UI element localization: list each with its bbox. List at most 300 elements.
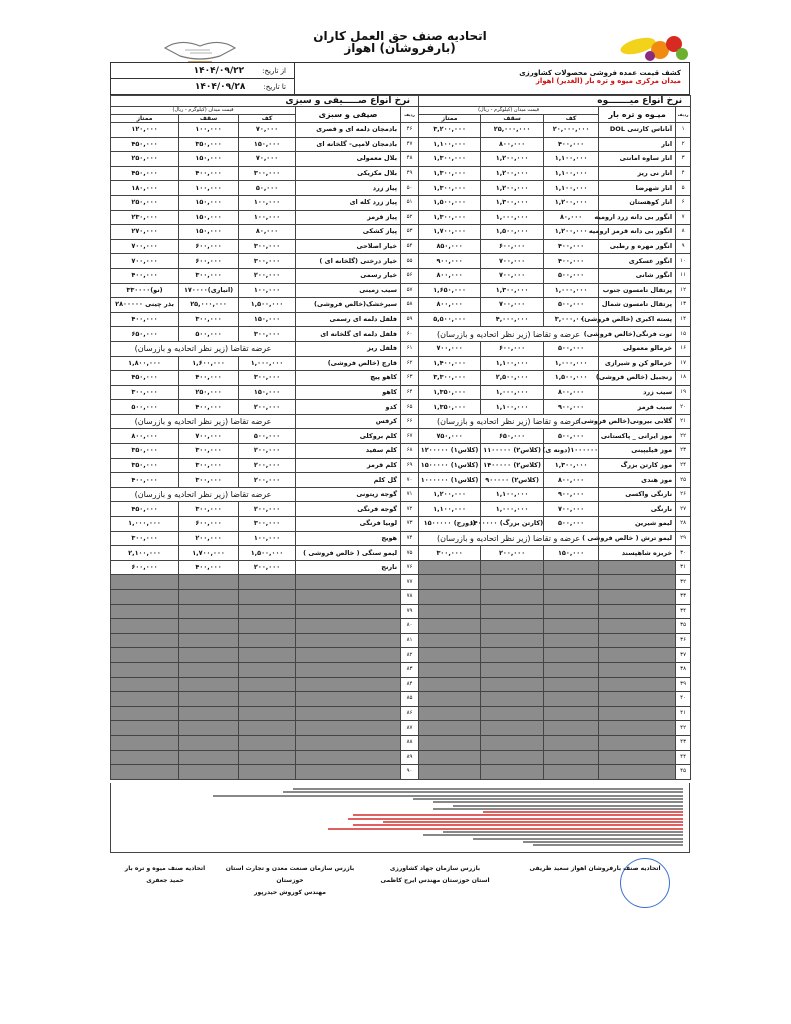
- veg-premium-price: ۵۰۰,۰۰۰: [111, 400, 179, 415]
- fruit-row-header: ردیف: [676, 107, 691, 123]
- veg-row-number: ۸۲: [401, 648, 419, 663]
- fruit-row-number: ۳۵: [676, 619, 691, 634]
- veg-max-price: ۶۰۰,۰۰۰: [179, 239, 239, 254]
- veg-empty-price: [239, 662, 296, 677]
- veg-empty-price: [179, 706, 239, 721]
- veg-min-price: ۳۰۰,۰۰۰: [239, 254, 296, 269]
- fruit-min-price: ۴۰۰,۰۰۰: [544, 239, 599, 254]
- veg-min-price: ۵۰,۰۰۰: [239, 181, 296, 196]
- fruit-premium-price: ۱,۳۰۰,۰۰۰: [419, 152, 481, 167]
- fruit-item-name: سیب زرد: [599, 385, 676, 400]
- veg-max-price: ۱۰۰,۰۰۰: [179, 123, 239, 138]
- fruit-empty-price: [481, 633, 544, 648]
- veg-row-number: ۶۱: [401, 341, 419, 356]
- veg-item-name: سیب زمینی: [296, 283, 401, 298]
- fruit-empty-price: [481, 692, 544, 707]
- veg-empty-price: [111, 765, 179, 780]
- fruit-empty-price: [544, 706, 599, 721]
- signature-line1: بازرس سازمان جهاد کشاورزی: [389, 865, 481, 872]
- veg-item-name: کدو: [296, 400, 401, 415]
- fruit-item-name: موز کارتن بزرگ: [599, 458, 676, 473]
- fruit-empty-name: [599, 677, 676, 692]
- fruit-premium-price: ۱,۶۵۰,۰۰۰: [419, 283, 481, 298]
- fruit-row-number: ۷: [676, 210, 691, 225]
- fruit-empty-price: [419, 662, 481, 677]
- fruit-max-price: ۱,۳۰۰,۰۰۰: [481, 195, 544, 210]
- veg-min-price: ۱۰۰,۰۰۰: [239, 283, 296, 298]
- fruit-min-price: ۲۰,۰۰۰,۰۰۰: [544, 123, 599, 138]
- fruit-row-number: ۳۰: [676, 546, 691, 561]
- fruit-row-number: ۲۵: [676, 473, 691, 488]
- veg-row-number: ۷۳: [401, 517, 419, 532]
- veg-min-price: ۲۰۰,۰۰۰: [239, 473, 296, 488]
- veg-row-number: ۵۱: [401, 195, 419, 210]
- fruit-item-name: لیمو ترش ( خالص فروشی ): [599, 531, 676, 546]
- veg-max-price: ۳۰۰,۰۰۰: [179, 502, 239, 517]
- table-row: [111, 268, 691, 283]
- veg-min-price: ۱۰۰,۰۰۰: [239, 210, 296, 225]
- fruit-row-number: ۹: [676, 239, 691, 254]
- veg-max-price: ۱,۷۰۰,۰۰۰: [179, 546, 239, 561]
- fruit-min-price: ۱,۱۰۰,۰۰۰: [544, 152, 599, 167]
- fruit-min-price: ۳,۰۰۰,۰۰۰: [544, 312, 599, 327]
- fruit-empty-price: [481, 604, 544, 619]
- veg-premium-price: ۲۵۰,۰۰۰: [111, 195, 179, 210]
- veg-item-name: کلم بروکلی: [296, 429, 401, 444]
- note-line: [383, 821, 683, 823]
- veg-row-number: ۷۶: [401, 560, 419, 575]
- table-row: [111, 517, 691, 532]
- note-line: [353, 824, 683, 826]
- fruit-empty-price: [544, 560, 599, 575]
- veg-empty-price: [111, 750, 179, 765]
- fruit-premium-price: ۱,۳۵۰,۰۰۰: [419, 400, 481, 415]
- market-name: میدان مرکزی میوه و تره بار (الغدیر) اهواز: [535, 77, 681, 85]
- fruit-min-price: ۸۰,۰۰۰: [544, 210, 599, 225]
- veg-premium-price: ۶۰۰,۰۰۰: [111, 560, 179, 575]
- fruit-row-number: ۳۸: [676, 662, 691, 677]
- veg-row-number: ۹۰: [401, 765, 419, 780]
- table-row: [111, 487, 691, 502]
- veg-empty-price: [239, 677, 296, 692]
- veg-empty-name: [296, 706, 401, 721]
- fruit-empty-price: [481, 575, 544, 590]
- fruit-row-number: ۳: [676, 152, 691, 167]
- note-line: [283, 791, 683, 793]
- table-row: [111, 195, 691, 210]
- veg-max-price: ۳۵۰,۰۰۰: [179, 137, 239, 152]
- veg-empty-price: [179, 721, 239, 736]
- fruit-premium-price: ۱,۱۰۰,۰۰۰: [419, 502, 481, 517]
- veg-min-price: ۱۵۰,۰۰۰: [239, 385, 296, 400]
- veg-empty-price: [179, 692, 239, 707]
- veg-supply-demand-note: عرضه تقاضا (زیر نظر اتحادیه و بازرسان): [111, 414, 296, 429]
- veg-premium-price: ۲۵۰,۰۰۰: [111, 152, 179, 167]
- veg-premium-price: ۳۰۰,۰۰۰: [111, 385, 179, 400]
- table-row: [111, 166, 691, 181]
- veg-empty-price: [111, 604, 179, 619]
- veg-row-number: ۸۱: [401, 633, 419, 648]
- fruit-max-price: (کارتن بزرگ) ۱۴۰۰۰۰۰: [481, 517, 544, 532]
- fruit-empty-name: [599, 560, 676, 575]
- veg-row-number: ۶۷: [401, 429, 419, 444]
- fruit-min-price: ۷۰۰,۰۰۰: [544, 502, 599, 517]
- fruit-max-price: ۱,۰۰۰,۰۰۰: [481, 210, 544, 225]
- fruit-max-price: (کلاس۲) ۱۴۰۰۰۰۰: [481, 458, 544, 473]
- fruit-empty-price: [544, 619, 599, 634]
- signature-block: [220, 863, 360, 899]
- fruit-min-price: ۵۰۰,۰۰۰: [544, 517, 599, 532]
- fruit-min-price: ۱,۵۰۰,۰۰۰: [544, 371, 599, 386]
- fruit-max-price: ۲۰۰,۰۰۰: [481, 546, 544, 561]
- fruit-max-price: ۱,۱۰۰,۰۰۰: [481, 487, 544, 502]
- veg-item-name: گوجه فرنگی: [296, 502, 401, 517]
- fruit-empty-price: [544, 604, 599, 619]
- fruit-item-name: انار: [599, 137, 676, 152]
- fruit-row-number: ۲۳: [676, 444, 691, 459]
- veg-premium-price: (نو)۳۳۰۰۰۰: [111, 283, 179, 298]
- veg-max-price: (انباری)۱۷۰۰۰۰: [179, 283, 239, 298]
- veg-empty-name: [296, 735, 401, 750]
- fruit-empty-price: [419, 706, 481, 721]
- fruit-item-name: گلابی بیرونی(خالص فروشی): [599, 414, 676, 429]
- fruit-item-name: انار نی ریز: [599, 166, 676, 181]
- note-line: [213, 795, 683, 797]
- veg-premium-price: ۷۰۰,۰۰۰: [111, 239, 179, 254]
- notes-box: [110, 783, 690, 853]
- note-line: [328, 828, 683, 830]
- veg-min-price: ۳۰۰,۰۰۰: [239, 239, 296, 254]
- fruit-max-price: ۱,۱۰۰,۰۰۰: [481, 356, 544, 371]
- veg-empty-price: [239, 604, 296, 619]
- fruit-row-number: ۱۰: [676, 254, 691, 269]
- signature-line1: اتحادیه صنف بارفروشان اهواز سعید ظریفی: [529, 865, 661, 872]
- fruit-empty-name: [599, 590, 676, 605]
- veg-row-number: ۵۷: [401, 283, 419, 298]
- veg-min-price: ۲۰۰,۰۰۰: [239, 502, 296, 517]
- fruit-row-number: ۸: [676, 225, 691, 240]
- fruit-empty-price: [419, 648, 481, 663]
- table-row: [111, 254, 691, 269]
- veg-empty-price: [111, 633, 179, 648]
- fruit-row-number: ۳۳: [676, 590, 691, 605]
- fruit-row-number: ۱۵: [676, 327, 691, 342]
- table-row: [111, 473, 691, 488]
- fruit-row-number: ۱۶: [676, 341, 691, 356]
- fruit-row-number: ۲۴: [676, 458, 691, 473]
- veg-min-price: ۳۰۰,۰۰۰: [239, 166, 296, 181]
- fruit-min-price: ۱,۳۰۰,۰۰۰: [544, 458, 599, 473]
- date-range: [111, 63, 294, 94]
- fruit-row-number: ۱۹: [676, 385, 691, 400]
- veg-min-price: ۵۰۰,۰۰۰: [239, 429, 296, 444]
- veg-empty-price: [239, 692, 296, 707]
- veg-item-name: گل کلم: [296, 473, 401, 488]
- fruit-empty-price: [544, 575, 599, 590]
- fruit-row-number: ۲۷: [676, 502, 691, 517]
- fruit-max-price: ۴,۰۰۰,۰۰۰: [481, 312, 544, 327]
- veg-row-number: ۵۴: [401, 239, 419, 254]
- veg-max-price: ۵۰۰,۰۰۰: [179, 327, 239, 342]
- veg-max-price: ۱۵۰,۰۰۰: [179, 195, 239, 210]
- veg-row-number: ۸۸: [401, 735, 419, 750]
- fruit-empty-price: [481, 735, 544, 750]
- fruit-row-number: ۱۴: [676, 312, 691, 327]
- fruit-empty-price: [419, 575, 481, 590]
- fruit-row-number: ۲۹: [676, 531, 691, 546]
- fruit-premium-price: ۳,۲۰۰,۰۰۰: [419, 123, 481, 138]
- veg-empty-price: [179, 750, 239, 765]
- table-row: [111, 458, 691, 473]
- veg-row-number: ۷۱: [401, 487, 419, 502]
- veg-supply-demand-note: عرضه تقاضا (زیر نظر اتحادیه و بازرسان): [111, 341, 296, 356]
- fruit-min-price: ۱,۱۰۰,۰۰۰: [544, 181, 599, 196]
- veg-row-number: ۶۹: [401, 458, 419, 473]
- fruit-item-name: خرمالو معمولی: [599, 341, 676, 356]
- fruit-logo-icon: [618, 30, 690, 62]
- fruit-empty-price: [481, 706, 544, 721]
- veg-row-number: ۸۵: [401, 692, 419, 707]
- veg-row-number: ۶۶: [401, 414, 419, 429]
- fruit-empty-name: [599, 750, 676, 765]
- veg-max-price: ۱۰۰,۰۰۰: [179, 181, 239, 196]
- veg-row-number: ۷۴: [401, 531, 419, 546]
- fruit-row-number: ۲۱: [676, 414, 691, 429]
- fruit-max-price: (کلاس۲) ۹۰۰۰۰۰: [481, 473, 544, 488]
- fruit-item-name: سیب قرمز: [599, 400, 676, 415]
- veg-premium-price: ۴۰۰,۰۰۰: [111, 473, 179, 488]
- note-line: [353, 814, 683, 816]
- fruit-col-premium: ممتاز: [419, 115, 481, 123]
- veg-row-number: ۴۶: [401, 123, 419, 138]
- report-header-box: [110, 62, 690, 95]
- table-row: [111, 575, 691, 590]
- fruit-empty-name: [599, 575, 676, 590]
- veg-premium-price: ۲۷۰,۰۰۰: [111, 225, 179, 240]
- fruit-row-number: ۱۳: [676, 298, 691, 313]
- table-row: [111, 444, 691, 459]
- fruit-empty-name: [599, 633, 676, 648]
- fruit-row-number: ۴۲: [676, 721, 691, 736]
- fruit-max-price: ۱,۱۰۰,۰۰۰: [481, 400, 544, 415]
- veg-item-name: کلم سفید: [296, 444, 401, 459]
- veg-empty-price: [179, 648, 239, 663]
- fruit-empty-price: [544, 590, 599, 605]
- fruit-empty-price: [544, 662, 599, 677]
- fruit-row-number: ۴۰: [676, 692, 691, 707]
- veg-premium-price: ۳۰۰,۰۰۰: [111, 531, 179, 546]
- fruit-empty-price: [481, 619, 544, 634]
- veg-item-name: خیار رسمی: [296, 268, 401, 283]
- note-line: [443, 831, 683, 833]
- note-line: [293, 788, 683, 790]
- veg-premium-price: ۴۰۰,۰۰۰: [111, 268, 179, 283]
- veg-row-number: ۵۲: [401, 210, 419, 225]
- fruit-item-name: لیمو شیرین: [599, 517, 676, 532]
- veg-min-price: ۱,۰۰۰,۰۰۰: [239, 356, 296, 371]
- veg-empty-name: [296, 677, 401, 692]
- veg-item-name: هویج: [296, 531, 401, 546]
- veg-max-price: ۴۰۰,۰۰۰: [179, 166, 239, 181]
- table-row: [111, 283, 691, 298]
- fruit-empty-price: [544, 648, 599, 663]
- veg-premium-price: ۴۵۰,۰۰۰: [111, 137, 179, 152]
- fruit-row-number: ۱۲: [676, 283, 691, 298]
- fruit-max-price: (کلاس۲) ۱۱۰۰۰۰۰: [481, 444, 544, 459]
- fruit-empty-price: [544, 735, 599, 750]
- veg-empty-price: [239, 750, 296, 765]
- fruit-premium-price: ۷۵۰,۰۰۰: [419, 429, 481, 444]
- veg-item-name: پیاز قرمز: [296, 210, 401, 225]
- fruit-empty-name: [599, 692, 676, 707]
- table-row: [111, 137, 691, 152]
- table-row: [111, 210, 691, 225]
- fruit-premium-price: ۱,۳۰۰,۰۰۰: [419, 166, 481, 181]
- veg-empty-price: [239, 648, 296, 663]
- veg-item-name: پیاز زرد کله ای: [296, 195, 401, 210]
- signature-block: [520, 863, 670, 875]
- veg-item-name: بادمجان دلمه ای و قصری: [296, 123, 401, 138]
- fruit-min-price: ۴۰۰,۰۰۰: [544, 254, 599, 269]
- veg-min-price: ۱,۵۰۰,۰۰۰: [239, 546, 296, 561]
- title-line-2: (بارفروشان) اهواز: [344, 41, 456, 55]
- veg-row-number: ۸۴: [401, 677, 419, 692]
- fruit-empty-price: [481, 662, 544, 677]
- veg-premium-price: ۴۰۰,۰۰۰: [111, 312, 179, 327]
- veg-min-price: ۲۰۰,۰۰۰: [239, 458, 296, 473]
- table-row: [111, 750, 691, 765]
- veg-premium-price: ۱,۰۰۰,۰۰۰: [111, 517, 179, 532]
- fruit-row-number: ۲۲: [676, 429, 691, 444]
- veg-empty-price: [111, 692, 179, 707]
- fruit-empty-price: [419, 619, 481, 634]
- fruit-col-max: سقف: [481, 115, 544, 123]
- signature-line2: حمید جعفری: [146, 877, 184, 884]
- veg-row-number: ۸۳: [401, 662, 419, 677]
- fruit-premium-price: ۱,۱۰۰,۰۰۰: [419, 137, 481, 152]
- veg-item-name: بادمجان لامپی- گلخانه ای: [296, 137, 401, 152]
- veg-min-price: ۳۰۰,۰۰۰: [239, 327, 296, 342]
- fruit-empty-price: [481, 721, 544, 736]
- fruit-min-price: ۸۰۰,۰۰۰: [544, 385, 599, 400]
- note-line: [413, 798, 683, 800]
- fruit-empty-price: [544, 765, 599, 780]
- fruit-min-price: ۵۰۰,۰۰۰: [544, 268, 599, 283]
- fruit-premium-price: ۳۰۰,۰۰۰: [419, 546, 481, 561]
- fruit-min-price: ۱,۱۰۰,۰۰۰: [544, 166, 599, 181]
- veg-empty-price: [179, 604, 239, 619]
- veg-row-number: ۵۰: [401, 181, 419, 196]
- note-line: [348, 818, 683, 820]
- fruit-max-price: ۱,۰۰۰,۰۰۰: [481, 385, 544, 400]
- veg-item-name: فلفل ریز: [296, 341, 401, 356]
- fruit-min-price: ۵۰۰,۰۰۰: [544, 429, 599, 444]
- fruit-premium-price: ۳,۳۰۰,۰۰۰: [419, 371, 481, 386]
- veg-name-header: صیفی و سبزی: [296, 107, 401, 123]
- veg-empty-price: [179, 633, 239, 648]
- fruit-col-min: کف: [544, 115, 599, 123]
- veg-empty-name: [296, 648, 401, 663]
- veg-row-number: ۶۵: [401, 400, 419, 415]
- fruit-empty-name: [599, 706, 676, 721]
- table-row: [111, 648, 691, 663]
- veg-item-name: بلال معمولی: [296, 152, 401, 167]
- fruit-item-name: انار شهرضا: [599, 181, 676, 196]
- table-row: [111, 677, 691, 692]
- fruit-item-name: انگور بی دانه زرد ارومیه: [599, 210, 676, 225]
- table-row: [111, 662, 691, 677]
- fruit-min-price: ۱,۰۰۰,۰۰۰: [544, 283, 599, 298]
- table-row: [111, 327, 691, 342]
- fruit-min-price: ۱,۰۰۰,۰۰۰: [544, 356, 599, 371]
- veg-max-price: ۴۰۰,۰۰۰: [179, 371, 239, 386]
- veg-empty-price: [111, 590, 179, 605]
- note-line: [423, 834, 683, 836]
- veg-max-price: ۲۵۰,۰۰۰: [179, 385, 239, 400]
- fruit-min-price: ۱۵۰,۰۰۰: [544, 546, 599, 561]
- veg-max-price: ۷۰۰,۰۰۰: [179, 429, 239, 444]
- veg-empty-price: [111, 706, 179, 721]
- veg-premium-price: ۳۵۰,۰۰۰: [111, 444, 179, 459]
- fruit-max-price: ۱,۲۰۰,۰۰۰: [481, 152, 544, 167]
- veg-empty-name: [296, 765, 401, 780]
- fruit-empty-price: [481, 677, 544, 692]
- fruit-supply-demand-note: عرضه و تقاضا (زیر نظر اتحادیه و بازرسان): [419, 414, 599, 429]
- veg-row-number: ۷۹: [401, 604, 419, 619]
- veg-empty-price: [239, 735, 296, 750]
- veg-min-price: ۸۰,۰۰۰: [239, 225, 296, 240]
- fruit-premium-price: ۹۰۰,۰۰۰: [419, 254, 481, 269]
- fruit-row-number: ۳۱: [676, 560, 691, 575]
- fruit-item-name: نارنگی واکسی: [599, 487, 676, 502]
- veg-empty-price: [179, 735, 239, 750]
- veg-empty-name: [296, 662, 401, 677]
- title-line-1: اتحادیه صنف حق العمل کاران: [313, 29, 487, 43]
- veg-empty-price: [179, 590, 239, 605]
- veg-item-name: بلال مکزیکی: [296, 166, 401, 181]
- fruit-empty-price: [419, 633, 481, 648]
- fruit-row-number: ۴۱: [676, 706, 691, 721]
- fruit-empty-price: [544, 721, 599, 736]
- fruit-premium-price: ۱,۵۰۰,۰۰۰: [419, 195, 481, 210]
- veg-premium-price: ۴۵۰,۰۰۰: [111, 166, 179, 181]
- fruit-empty-price: [419, 677, 481, 692]
- veg-premium-price: ۱۲۰,۰۰۰: [111, 123, 179, 138]
- from-date-label: از تاریخ:: [262, 66, 286, 75]
- table-row: [111, 414, 691, 429]
- fruit-empty-price: [419, 750, 481, 765]
- fruit-item-name: انگور شانی: [599, 268, 676, 283]
- note-line: [483, 811, 683, 813]
- veg-max-price: ۱,۶۰۰,۰۰۰: [179, 356, 239, 371]
- veg-row-number: ۵۶: [401, 268, 419, 283]
- fruit-empty-price: [481, 765, 544, 780]
- veg-item-name: گوجه زیتونی: [296, 487, 401, 502]
- veg-premium-price: ۲۳۰,۰۰۰: [111, 210, 179, 225]
- veg-item-name: فلفل دلمه ای رسمی: [296, 312, 401, 327]
- veg-row-number: ۴۸: [401, 152, 419, 167]
- fruit-item-name: خرمالو کن و شیرازی: [599, 356, 676, 371]
- table-row: [111, 356, 691, 371]
- fruit-item-name: موز هندی: [599, 473, 676, 488]
- fruit-item-name: موز فیلیپینی: [599, 444, 676, 459]
- veg-row-number: ۵۹: [401, 312, 419, 327]
- fruit-max-price: ۶۰۰,۰۰۰: [481, 239, 544, 254]
- veg-min-price: ۲۰۰,۰۰۰: [239, 400, 296, 415]
- veg-min-price: ۲۰۰,۰۰۰: [239, 560, 296, 575]
- veg-min-price: ۳۰۰,۰۰۰: [239, 517, 296, 532]
- table-row: [111, 546, 691, 561]
